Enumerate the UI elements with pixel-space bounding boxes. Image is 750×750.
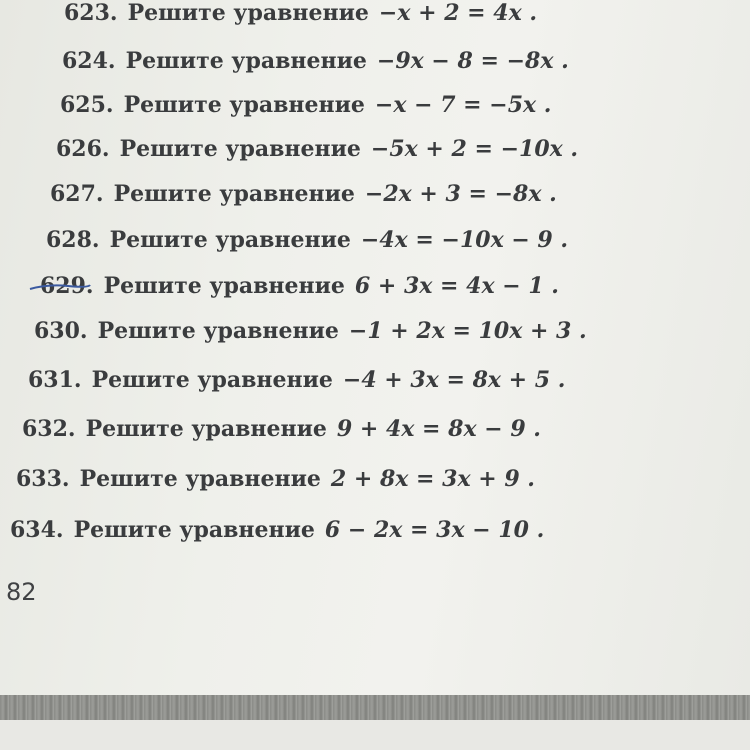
problem-equation: −x + 2 = 4x . [378, 0, 538, 26]
problem-number: 632. [22, 416, 76, 442]
problem-630 [34, 318, 587, 345]
problem-instruction: Решите уравнение [91, 367, 333, 393]
problem-number: 627. [50, 181, 104, 207]
problem-equation: −2x + 3 = −8x . [364, 181, 557, 207]
problem-instruction: Решите уравнение [125, 48, 367, 74]
problem-627 [50, 181, 557, 208]
problem-631 [28, 367, 565, 394]
problem-number: 630. [34, 318, 88, 344]
problem-625 [60, 92, 551, 119]
problem-instruction: Решите уравнение [123, 92, 365, 118]
problem-instruction: Решите уравнение [79, 466, 321, 492]
problem-633 [16, 466, 535, 493]
problem-number: 628. [46, 227, 100, 253]
problem-equation: −4x = −10x − 9 . [360, 227, 569, 253]
problem-number: 633. [16, 466, 70, 492]
problem-628 [46, 227, 568, 254]
table-surface [0, 720, 750, 750]
problem-number: 629. [40, 273, 94, 299]
problem-632 [22, 416, 541, 443]
problem-equation: −x − 7 = −5x . [374, 92, 552, 118]
problem-number: 631. [28, 367, 82, 393]
problem-equation: −9x − 8 = −8x . [376, 48, 569, 74]
problem-equation: 2 + 8x = 3x + 9 . [330, 466, 535, 492]
problem-629 [40, 273, 559, 300]
problem-number: 624. [62, 48, 116, 74]
problem-instruction: Решите уравнение [85, 416, 327, 442]
problem-instruction: Решите уравнение [97, 318, 339, 344]
problem-number: 634. [10, 517, 64, 543]
problem-equation: 9 + 4x = 8x − 9 . [336, 416, 541, 442]
problem-instruction: Решите уравнение [127, 0, 369, 26]
problem-number: 623. [64, 0, 118, 26]
problem-number: 626. [56, 136, 110, 162]
problem-624 [62, 48, 569, 75]
problem-equation: −4 + 3x = 8x + 5 . [342, 367, 566, 393]
problem-instruction: Решите уравнение [119, 136, 361, 162]
problem-instruction: Решите уравнение [73, 517, 315, 543]
problem-634 [10, 517, 544, 544]
problem-626 [56, 136, 578, 163]
problem-instruction: Решите уравнение [109, 227, 351, 253]
problem-equation: −1 + 2x = 10x + 3 . [348, 318, 587, 344]
problem-equation: 6 − 2x = 3x − 10 . [324, 517, 545, 543]
problem-623 [64, 0, 537, 27]
problem-equation: −5x + 2 = −10x . [370, 136, 579, 162]
problem-number: 625. [60, 92, 114, 118]
problem-instruction: Решите уравнение [113, 181, 355, 207]
problem-equation: 6 + 3x = 4x − 1 . [354, 273, 559, 299]
page-number: 82 [6, 578, 37, 606]
problem-instruction: Решите уравнение [103, 273, 345, 299]
pen-strike-mark [28, 283, 92, 291]
book-edge [0, 695, 750, 723]
